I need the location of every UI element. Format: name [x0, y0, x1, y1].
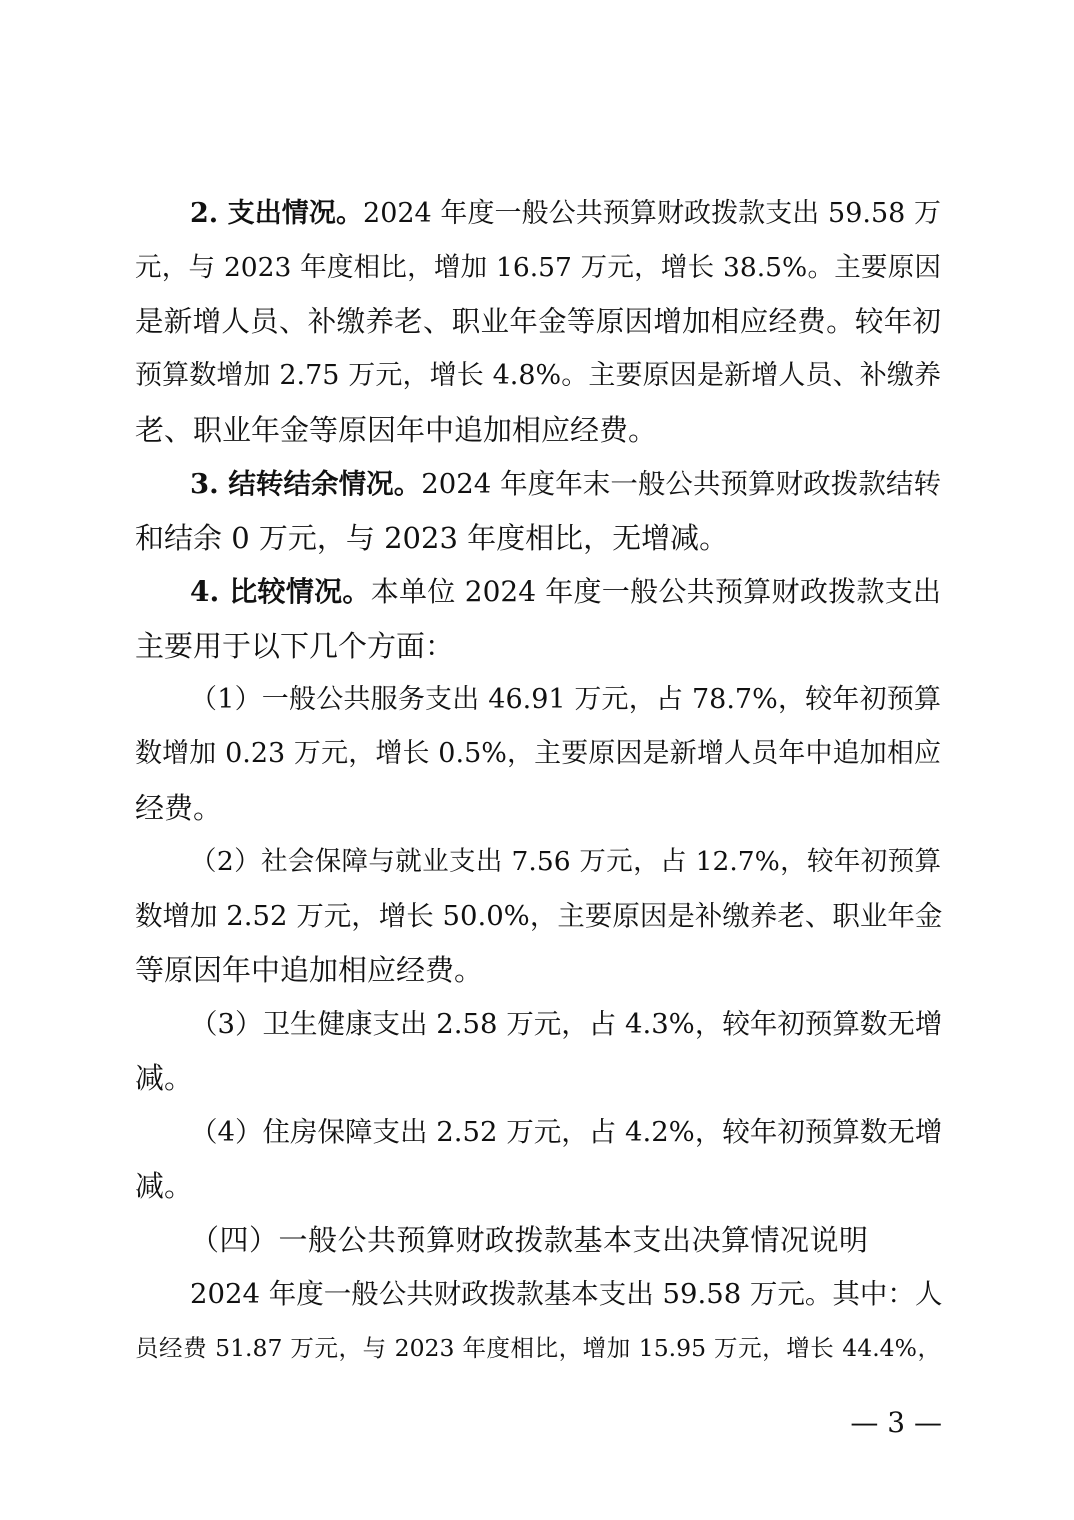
section3-line-2: 和结余 0 万元，与 2023 年度相比，无增减。 — [135, 521, 729, 555]
section-heading-4: （四）一般公共预算财政拨款基本支出决算情况说明 — [190, 1223, 869, 1257]
section4-label: 4. 比较情况。 — [190, 575, 371, 608]
page-number: — 3 — — [850, 1406, 942, 1439]
section2-line-5: 老、职业年金等原因年中追加相应经费。 — [135, 413, 658, 447]
item-4-line-2: 减。 — [135, 1169, 194, 1203]
item-1-line-3: 经费。 — [135, 791, 223, 825]
section2-line-4: 预算数增加 2.75 万元，增长 4.8%。主要原因是新增人员、补缴养 — [135, 360, 941, 391]
section4-line-2: 主要用于以下几个方面： — [135, 629, 455, 663]
section3-text: 2024 年度年末一般公共预算财政拨款结转 — [421, 468, 941, 500]
item-3-line-2: 减。 — [135, 1061, 194, 1095]
section2-text: 2024 年度一般公共预算财政拨款支出 59.58 万 — [363, 198, 941, 229]
section2-line-3: 是新增人员、补缴养老、职业年金等原因增加相应经费。较年初 — [135, 305, 941, 338]
item-2-line-3: 等原因年中追加相应经费。 — [135, 953, 484, 987]
item-1-line-2: 数增加 0.23 万元，增长 0.5%，主要原因是新增人员年中追加相应 — [135, 738, 941, 769]
basic-expenditure-line-2: 员经费 51.87 万元，与 2023 年度相比，增加 15.95 万元，增长 44.4%， — [135, 1334, 941, 1362]
section4-line-1 — [190, 574, 941, 610]
basic-expenditure-line-1: 2024 年度一般公共财政拨款基本支出 59.58 万元。其中：人 — [190, 1278, 943, 1310]
item-2-line-2: 数增加 2.52 万元，增长 50.0%，主要原因是补缴养老、职业年金 — [135, 900, 943, 932]
section2-line-1 — [190, 196, 941, 232]
section3-line-1 — [190, 466, 941, 502]
item-2-line-1: （2）社会保障与就业支出 7.56 万元，占 12.7%，较年初预算 — [190, 846, 941, 877]
item-4-line-1: （4）住房保障支出 2.52 万元，占 4.2%，较年初预算数无增 — [190, 1116, 943, 1148]
section4-text: 本单位 2024 年度一般公共预算财政拨款支出 — [370, 575, 941, 608]
item-1-line-1: （1）一般公共服务支出 46.91 万元，占 78.7%，较年初预算 — [190, 684, 941, 715]
item-3-line-1: （3）卫生健康支出 2.58 万元，占 4.3%，较年初预算数无增 — [190, 1008, 943, 1040]
section2-line-2: 元，与 2023 年度相比，增加 16.57 万元，增长 38.5%。主要原因 — [135, 252, 941, 283]
section2-label: 2. 支出情况。 — [190, 198, 364, 229]
section3-label: 3. 结转结余情况。 — [190, 468, 422, 500]
